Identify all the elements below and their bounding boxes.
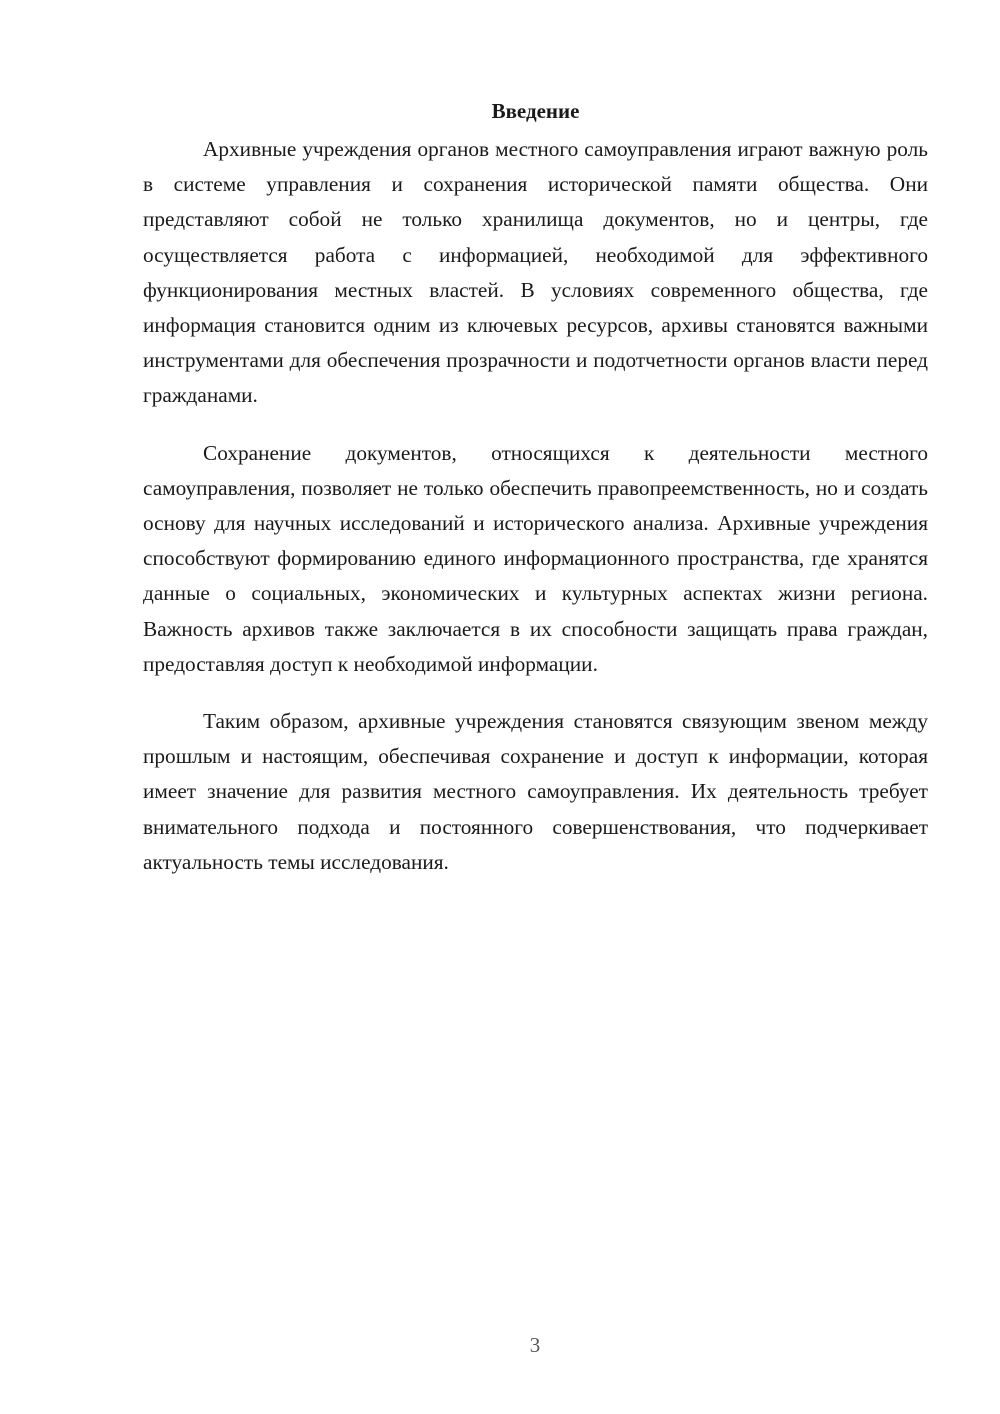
section-heading: Введение bbox=[491, 99, 580, 123]
paragraph-1: Архивные учреждения органов местного самоуправления играют важную роль в системе управления и сохранения исторической памяти общества. Они представляют собой не только хранилища документов, но и центры, где осуществляется работа с информацией, необходимой для эффективного функционирования местных властей. В условиях современного общества, где информация становится одним из ключевых ресурсов, архивы становятся важными инструментами для обеспечения прозрачности и подотчетности органов власти перед гражданами. bbox=[143, 137, 928, 408]
page-content bbox=[143, 96, 928, 902]
page-number: 3 bbox=[529, 1333, 541, 1357]
paragraph-3: Таким образом, архивные учреждения становятся связующим звеном между прошлым и настоящим, обеспечивая сохранение и доступ к информации, которая имеет значение для развития местного самоуправления. Их деятельность требует внимательного подхода и постоянного совершенствования, что подчеркивает актуальность темы исследования. bbox=[143, 709, 928, 874]
paragraph-2: Сохранение документов, относящихся к деятельности местного самоуправления, позволяет не только обеспечить правопреемственность, но и создать основу для научных исследований и исторического анализа. Архивные учреждения способствуют формированию единого информационного пространства, где хранятся данные о социальных, экономических и культурных аспектах жизни региона. Важность архивов также заключается в их способности защищать права граждан, предоставляя доступ к необходимой информации. bbox=[143, 440, 928, 676]
